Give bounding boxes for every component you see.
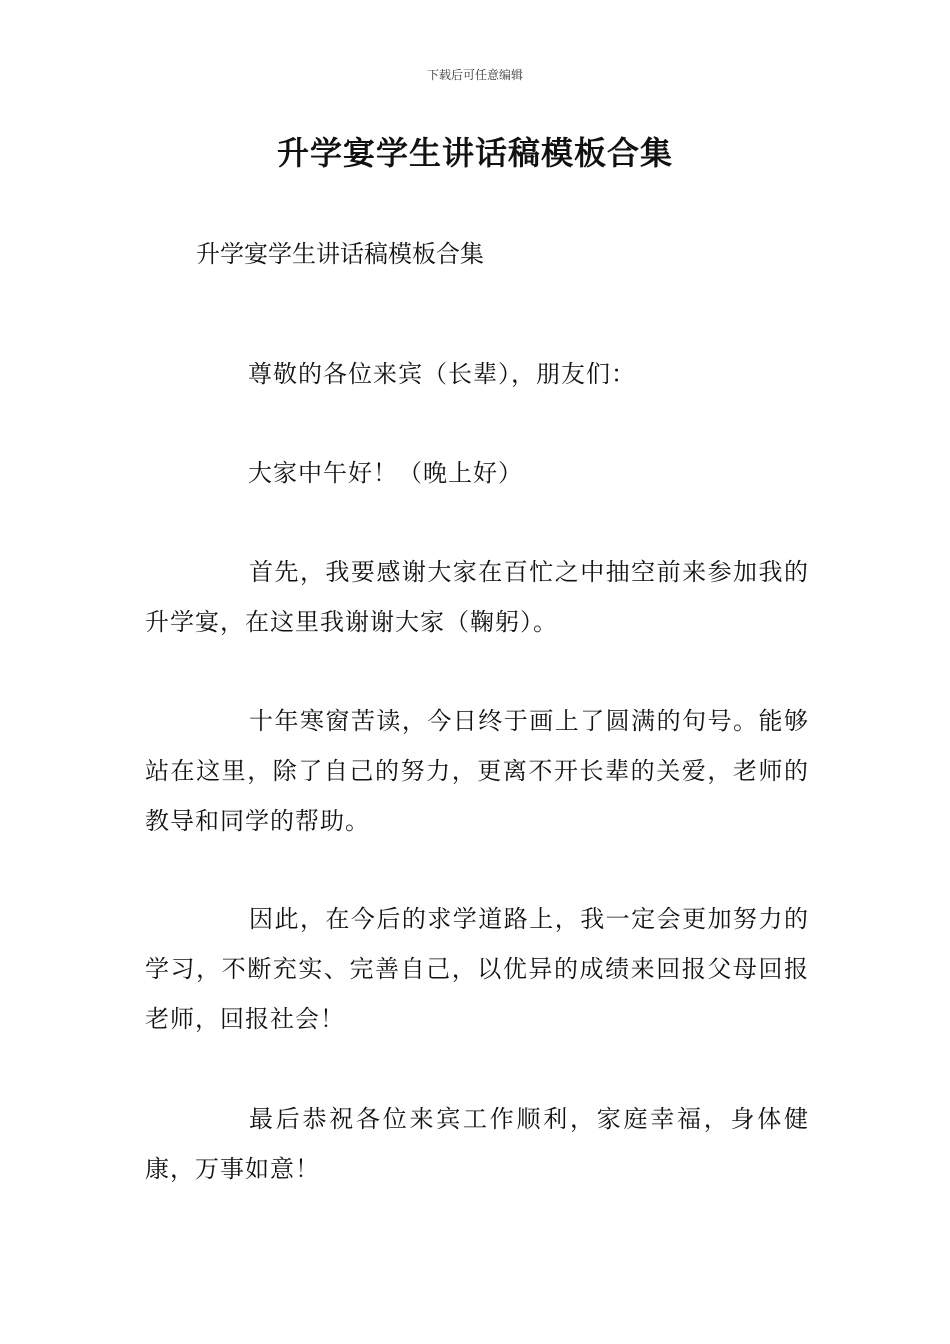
paragraph-hello: 大家中午好！（晚上好） [248, 459, 523, 487]
header-note: 下载后可任意编辑 [426, 68, 523, 82]
paragraph-wishes: 最后恭祝各位来宾工作顺利，家庭幸福，身体健康，万事如意！ [145, 1105, 809, 1183]
paragraph-thanks: 首先，我要感谢大家在百忙之中抽空前来参加我的升学宴，在这里我谢谢大家（鞠躬）。 [145, 558, 809, 636]
paragraph-future: 因此，在今后的求学道路上，我一定会更加努力的学习，不断充实、完善自己，以优异的成绩来回报父母回报老师，回报社会！ [145, 905, 809, 1033]
document-subtitle: 升学宴学生讲话稿模板合集 [196, 240, 484, 268]
paragraph-years-of-study: 十年寒窗苦读，今日终于画上了圆满的句号。能够站在这里，除了自己的努力，更离不开长辈的关爱，老师的教导和同学的帮助。 [145, 707, 809, 835]
paragraph-greeting: 尊敬的各位来宾（长辈），朋友们： [248, 360, 636, 388]
document-title: 升学宴学生讲话稿模板合集 [276, 134, 673, 172]
